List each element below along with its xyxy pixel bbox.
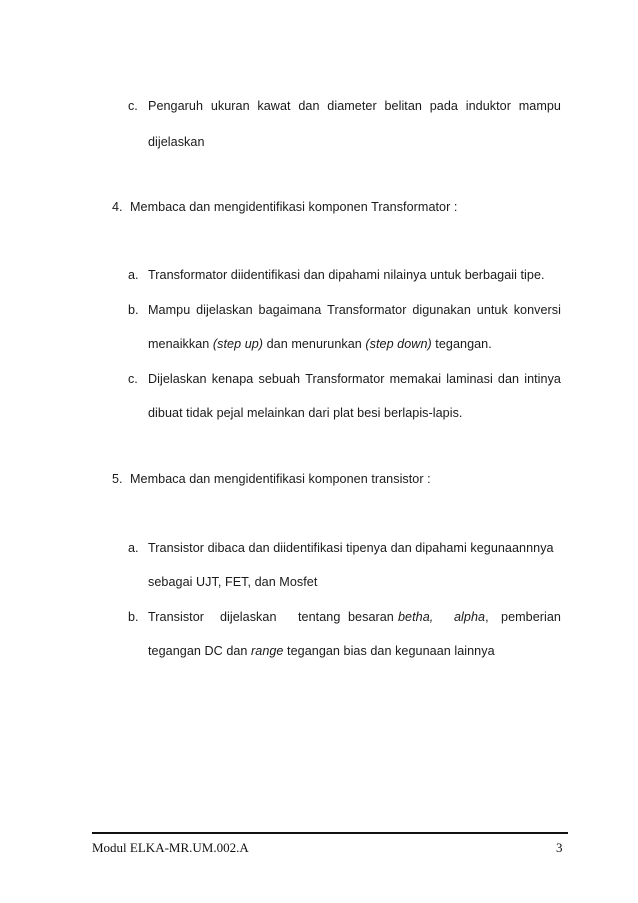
- item-5b-line2: [148, 643, 495, 659]
- item-4b-line1: [148, 302, 561, 318]
- word: dan: [497, 372, 520, 386]
- item-4b-line2: [148, 336, 492, 352]
- list-marker-4: 4.: [112, 200, 123, 214]
- word: kawat: [257, 99, 291, 113]
- word: Dijelaskan: [148, 372, 207, 386]
- word: belitan: [384, 99, 422, 113]
- item-4c-line1: [148, 371, 561, 387]
- word: tentang: [298, 610, 341, 624]
- word: induktor: [465, 99, 511, 113]
- word: laminasi: [446, 372, 493, 386]
- comma: ,: [485, 610, 489, 624]
- word: diameter: [327, 99, 377, 113]
- footer-module-code: Modul ELKA-MR.UM.002.A: [92, 840, 249, 855]
- item-c-line1: [148, 98, 561, 114]
- item-5-heading: Membaca dan mengidentifikasi komponen transistor :: [130, 472, 431, 486]
- item-4a-text: Transformator diidentifikasi dan dipahami nilainya untuk berbagaii tipe.: [148, 268, 545, 282]
- item-c-line2: dijelaskan: [148, 135, 205, 149]
- list-marker-5b: b.: [128, 610, 139, 624]
- text-segment: dan menurunkan: [263, 337, 366, 351]
- word: Transformator: [305, 372, 385, 386]
- word: dijelaskan: [196, 303, 253, 317]
- word: intinya: [524, 372, 561, 386]
- italic-term: range: [251, 644, 284, 658]
- word: dijelaskan: [220, 610, 277, 624]
- list-marker-4a: a.: [128, 268, 139, 282]
- list-marker-5a: a.: [128, 541, 139, 555]
- alpha-group: [454, 609, 489, 625]
- item-4-heading: Membaca dan mengidentifikasi komponen Transformator :: [130, 200, 458, 214]
- word: kenapa: [211, 372, 254, 386]
- list-marker-c: c.: [128, 99, 138, 113]
- text-segment: tegangan.: [431, 337, 492, 351]
- italic-term: (step up): [212, 337, 264, 351]
- footer-page-number: 3: [556, 840, 563, 855]
- word: sebuah: [258, 372, 301, 386]
- word: dan: [298, 99, 320, 113]
- word: ukuran: [210, 99, 250, 113]
- list-marker-5: 5.: [112, 472, 123, 486]
- word: Transistor: [148, 610, 205, 624]
- word: mampu: [518, 99, 561, 113]
- word: Mampu: [148, 303, 191, 317]
- word: konversi: [513, 303, 561, 317]
- word: bagaimana: [258, 303, 322, 317]
- italic-term: (step down): [365, 337, 432, 351]
- text-segment: tegangan DC dan: [148, 644, 252, 658]
- word: pada: [429, 99, 458, 113]
- word: Transformator: [327, 303, 407, 317]
- item-4c-line2: dibuat tidak pejal melainkan dari plat besi berlapis-lapis.: [148, 406, 463, 420]
- item-5a-line2: sebagai UJT, FET, dan Mosfet: [148, 575, 318, 589]
- word: pemberian: [501, 610, 561, 624]
- word: untuk: [476, 303, 508, 317]
- text-segment: menaikkan: [148, 337, 213, 351]
- italic-term: alpha: [454, 610, 486, 624]
- item-5a-line1: Transistor dibaca dan diidentifikasi tipenya dan dipahami kegunaannnya: [148, 541, 554, 555]
- italic-term: betha,: [398, 610, 434, 624]
- word: memakai: [389, 372, 442, 386]
- list-marker-4c: c.: [128, 372, 138, 386]
- word: Pengaruh: [148, 99, 204, 113]
- footer-rule: [92, 832, 568, 834]
- word: digunakan: [412, 303, 471, 317]
- text-segment: tegangan bias dan kegunaan lainnya: [283, 644, 495, 658]
- list-marker-4b: b.: [128, 303, 139, 317]
- word: besaran: [348, 610, 394, 624]
